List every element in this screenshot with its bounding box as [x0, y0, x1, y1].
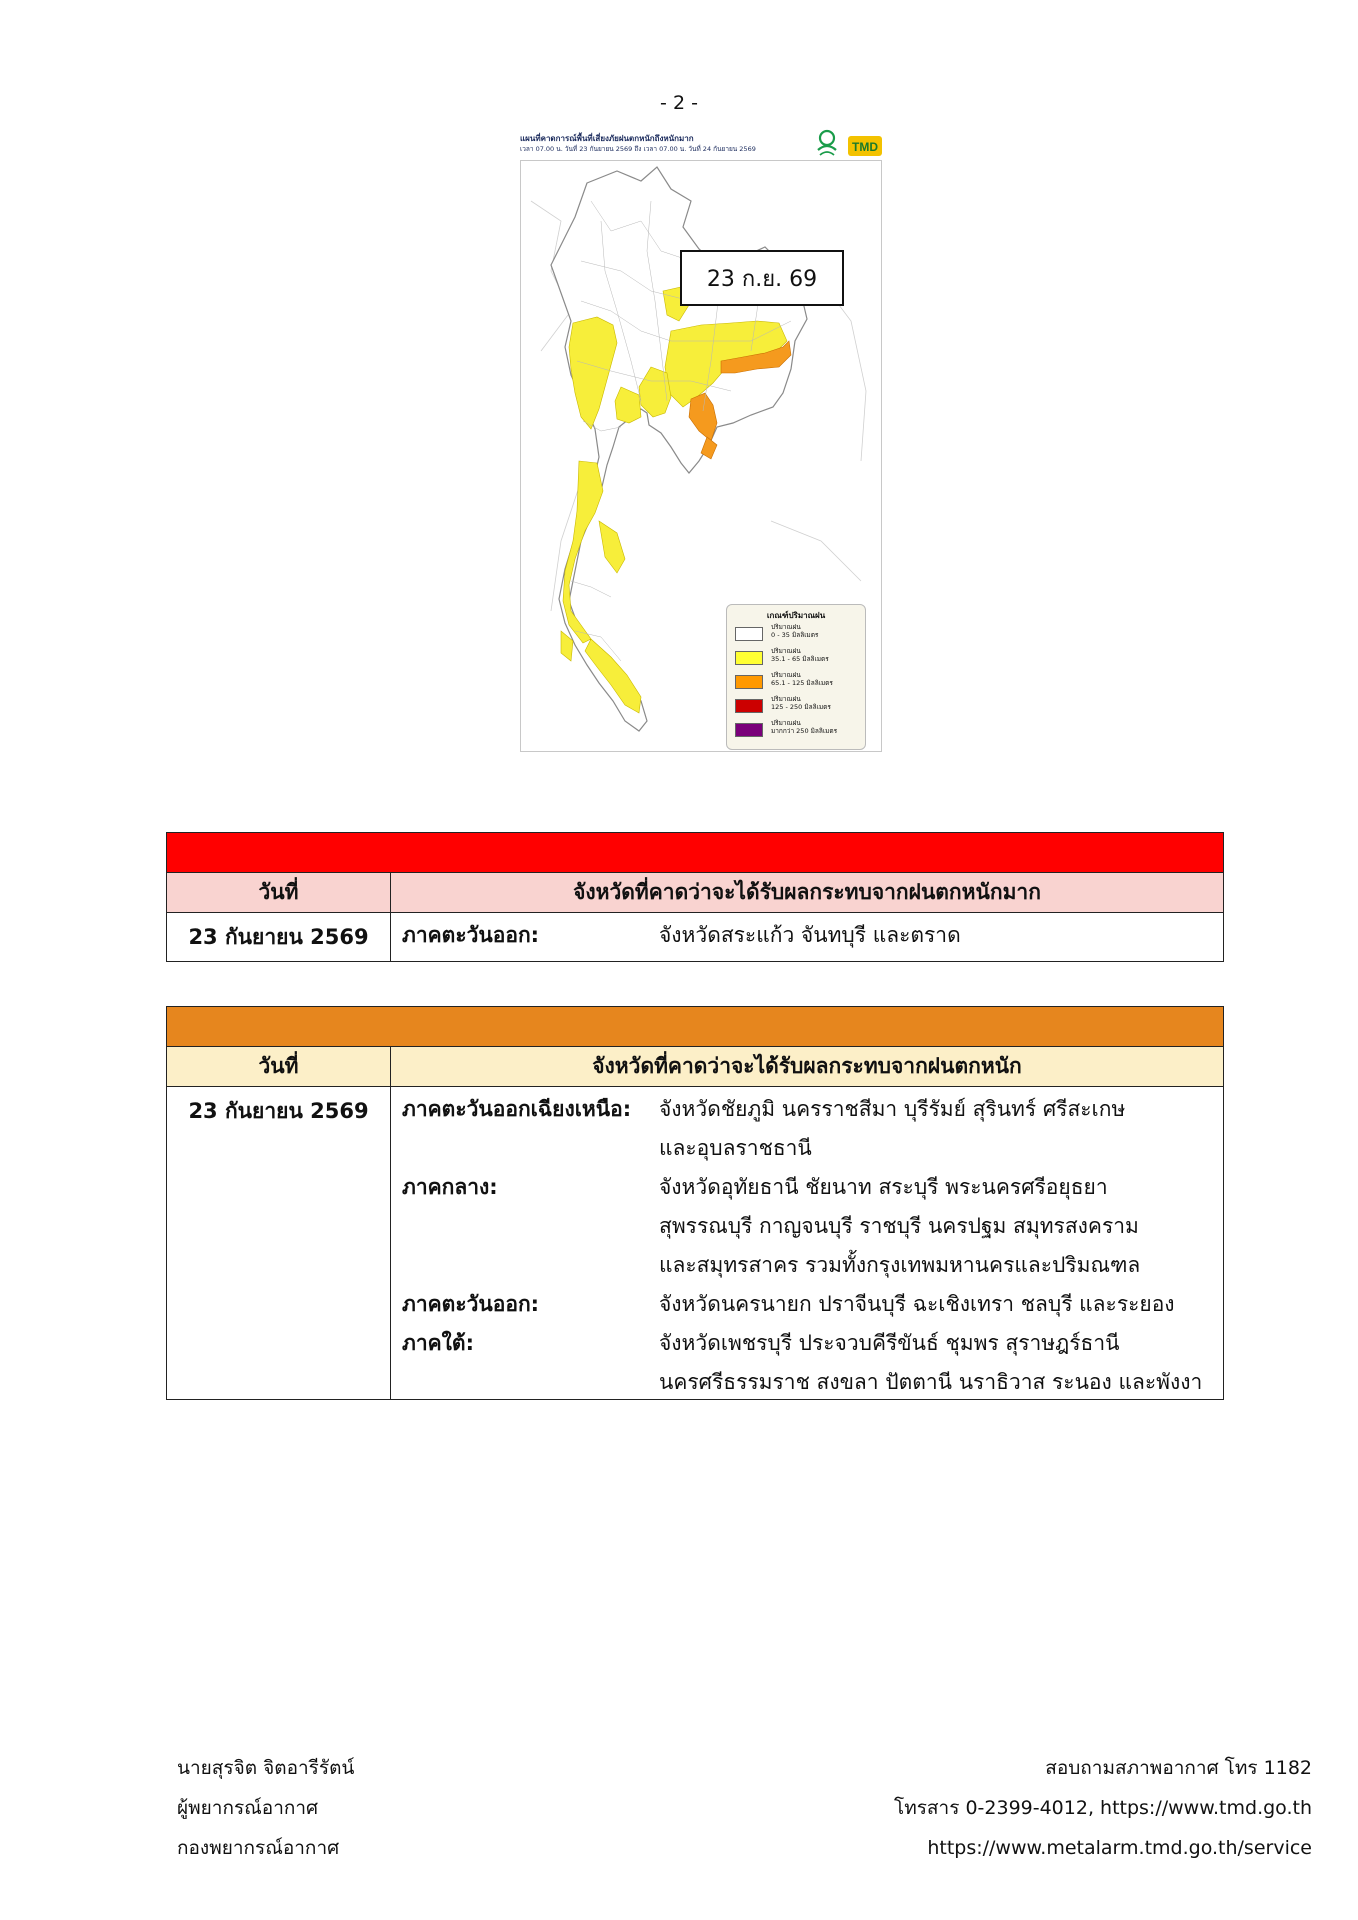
- region-provinces: จังหวัดเพชรบุรี ประจวบคีรีขันธ์ ชุมพร สุราษฎร์ธานี: [659, 1331, 1120, 1355]
- forecast-date-label: 23 ก.ย. 69: [680, 250, 844, 306]
- region-row: [391, 1282, 1223, 1321]
- provinces-column-header: จังหวัดที่คาดว่าจะได้รับผลกระทบจากฝนตกหนักมาก: [573, 880, 1041, 904]
- legend-item: [735, 647, 863, 667]
- legend-title: เกณฑ์ปริมาณฝน: [766, 611, 826, 620]
- legend-item: [735, 623, 863, 643]
- contact-service-link[interactable]: https://www.metalarm.tmd.go.th/service: [927, 1837, 1312, 1859]
- region-provinces: จังหวัดสระแก้ว จันทบุรี และตราด: [659, 923, 961, 947]
- legend-item: [735, 671, 863, 691]
- page-number: - 2 -: [660, 92, 698, 114]
- region-name: ภาคตะวันออก:: [402, 1292, 540, 1316]
- provinces-cell: [391, 1087, 1223, 1399]
- table-row: [167, 1087, 1223, 1399]
- table-header: [167, 873, 1223, 913]
- date-column-header: วันที่: [167, 1047, 391, 1086]
- rainfall-legend: [726, 604, 866, 750]
- tmd-logo-text: TMD: [852, 140, 878, 154]
- legend-item: [735, 719, 863, 739]
- region-row: [391, 1126, 1223, 1165]
- legend-swatch: [735, 675, 763, 689]
- map-header: [518, 126, 882, 160]
- region-row: [391, 1087, 1223, 1126]
- legend-swatch: [735, 699, 763, 713]
- region-provinces: นครศรีธรรมราช สงขลา ปัตตานี นราธิวาส ระนอง และพังงา: [659, 1370, 1203, 1394]
- legend-swatch: [735, 723, 763, 737]
- forecaster-name: นายสุรจิต จิตอารีรัตน์: [177, 1757, 355, 1779]
- region-provinces: และอุบลราชธานี: [659, 1136, 812, 1160]
- forecaster-division: กองพยากรณ์อากาศ: [177, 1837, 340, 1859]
- legend-label: ปริมาณฝน มากกว่า 250 มิลลิเมตร: [771, 719, 838, 735]
- forecast-date: 23 กันยายน 2569: [167, 1087, 391, 1399]
- legend-label: ปริมาณฝน 35.1 - 65 มิลลิเมตร: [771, 647, 829, 663]
- legend-label: ปริมาณฝน 0 - 35 มิลลิเมตร: [771, 623, 819, 639]
- region-row: [391, 1243, 1223, 1282]
- legend-swatch: [735, 651, 763, 665]
- region-provinces: จังหวัดนครนายก ปราจีนบุรี ฉะเชิงเทรา ชลบุรี และระยอง: [659, 1292, 1175, 1316]
- heavy-rain-table: [166, 1006, 1224, 1400]
- table-header: [167, 1047, 1223, 1087]
- very-heavy-rain-table: [166, 832, 1224, 962]
- region-provinces: สุพรรณบุรี กาญจนบุรี ราชบุรี นครปฐม สมุทรสงคราม: [659, 1214, 1139, 1238]
- tmd-logo-icon: [848, 136, 882, 156]
- region-row: [391, 1165, 1223, 1204]
- region-name: ภาคกลาง:: [402, 1175, 498, 1199]
- contact-info-block: [894, 1752, 1312, 1872]
- legend-label: ปริมาณฝน 65.1 - 125 มิลลิเมตร: [771, 671, 833, 687]
- contact-fax-website[interactable]: โทรสาร 0-2399-4012, https://www.tmd.go.th: [894, 1797, 1312, 1819]
- region-row: [391, 1321, 1223, 1360]
- provinces-cell: [391, 913, 1223, 961]
- ministry-logo-icon: [812, 128, 842, 160]
- legend-label: ปริมาณฝน 125 - 250 มิลลิเมตร: [771, 695, 831, 711]
- map-subtitle: เวลา 07.00 น. วันที่ 23 กันยายน 2569 ถึง เวลา 07.00 น. วันที่ 24 กันยายน 2569: [520, 145, 756, 153]
- forecaster-signature-block: [177, 1752, 354, 1872]
- contact-phone: สอบถามสภาพอากาศ โทร 1182: [1045, 1757, 1312, 1779]
- date-column-header: วันที่: [167, 873, 391, 912]
- forecaster-title: ผู้พยากรณ์อากาศ: [177, 1797, 319, 1819]
- rain-forecast-map-figure: [518, 126, 882, 752]
- table-row: [167, 913, 1223, 961]
- region-provinces: จังหวัดชัยภูมิ นครราชสีมา บุรีรัมย์ สุรินทร์ ศรีสะเกษ: [659, 1097, 1126, 1121]
- legend-item: [735, 695, 863, 715]
- region-row: [391, 1204, 1223, 1243]
- region-name: ภาคใต้:: [402, 1331, 474, 1355]
- forecast-date: 23 กันยายน 2569: [167, 913, 391, 961]
- heavy-rain-color-bar: [167, 1007, 1223, 1047]
- region-provinces: จังหวัดอุทัยธานี ชัยนาท สระบุรี พระนครศรีอยุธยา: [659, 1175, 1108, 1199]
- map-title: แผนที่คาดการณ์พื้นที่เสี่ยงภัยฝนตกหนักถึงหนักมาก: [520, 134, 694, 143]
- region-name: ภาคตะวันออก:: [402, 923, 540, 947]
- legend-swatch: [735, 627, 763, 641]
- very-heavy-rain-color-bar: [167, 833, 1223, 873]
- region-provinces: และสมุทรสาคร รวมทั้งกรุงเทพมหานครและปริมณฑล: [659, 1253, 1141, 1277]
- region-row: [391, 1360, 1223, 1399]
- region-row: [391, 913, 1223, 952]
- provinces-column-header: จังหวัดที่คาดว่าจะได้รับผลกระทบจากฝนตกหนัก: [592, 1054, 1022, 1078]
- region-name: ภาคตะวันออกเฉียงเหนือ:: [402, 1097, 632, 1121]
